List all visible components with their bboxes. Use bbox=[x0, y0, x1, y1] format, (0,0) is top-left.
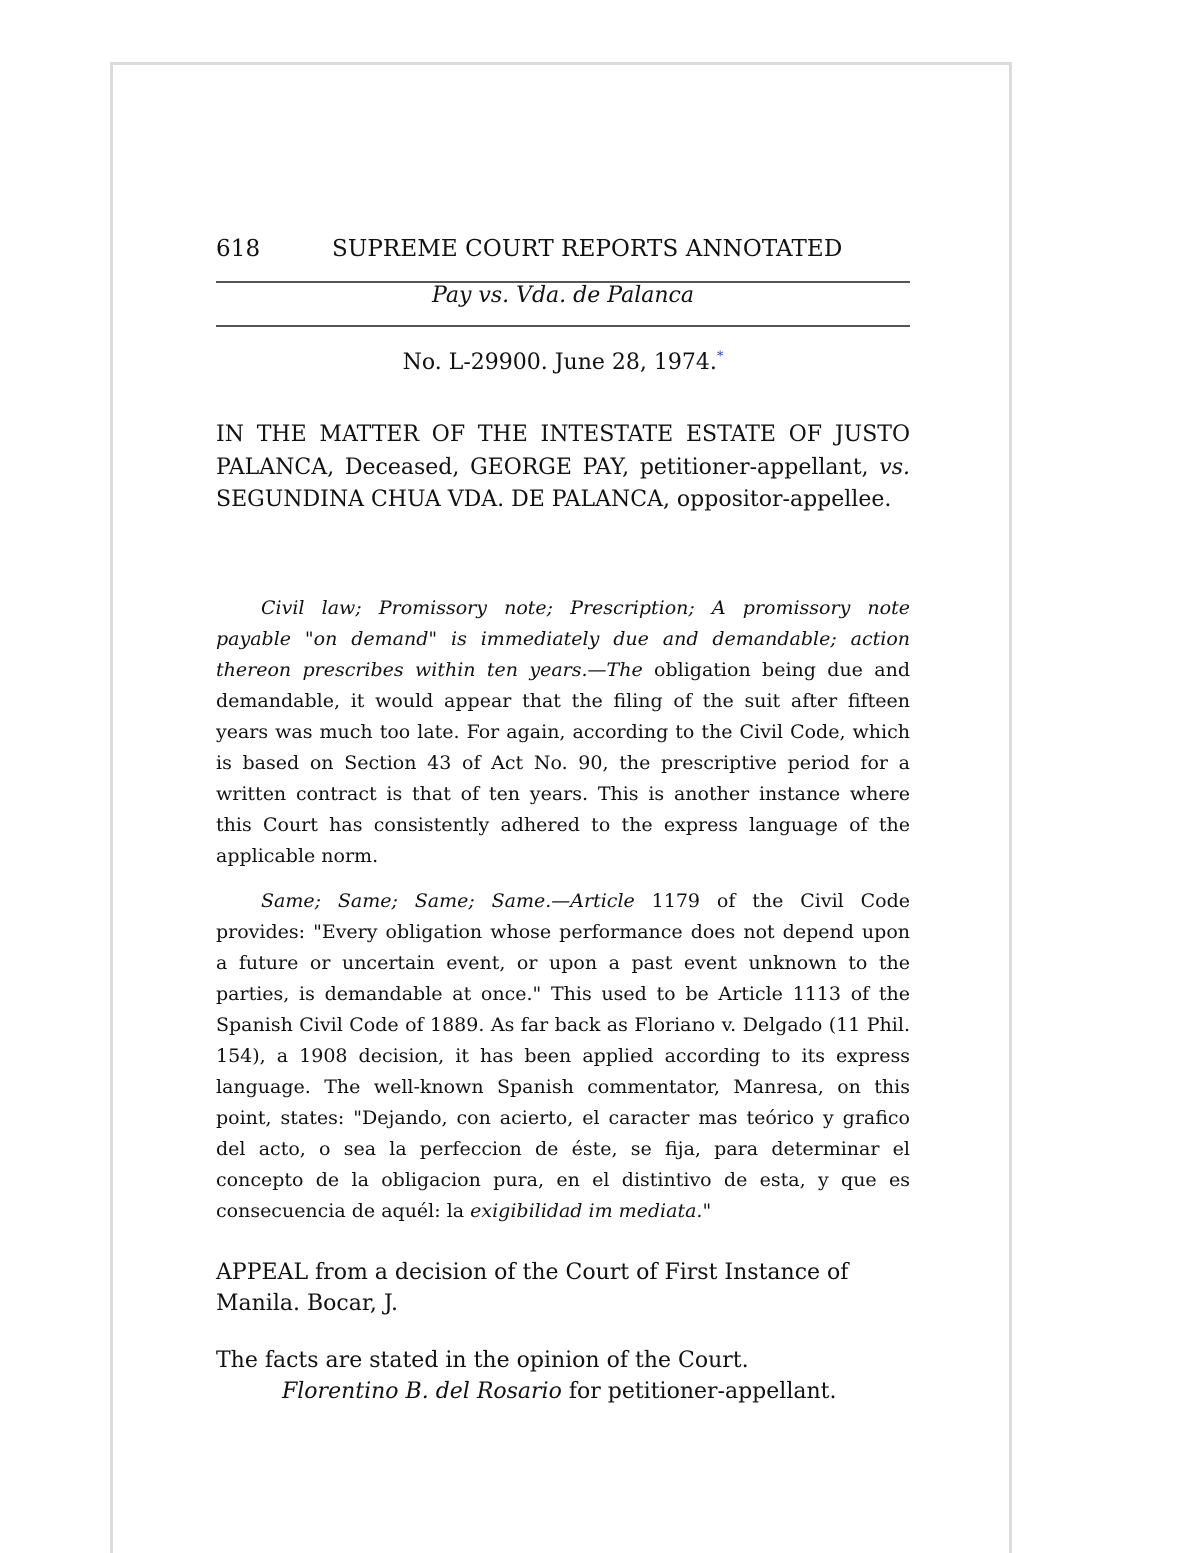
page-number: 618 bbox=[216, 236, 261, 262]
facts-line: The facts are stated in the opinion of the Court. bbox=[216, 1348, 749, 1373]
syllabus-2-tail-italic: exigibilidad im mediata. bbox=[470, 1200, 703, 1222]
counsel-role: for petitioner-appellant. bbox=[561, 1379, 837, 1404]
counsel-line bbox=[282, 1376, 910, 1407]
header-rule-bottom bbox=[216, 325, 910, 327]
syllabus-2-lead: Same; Same; Same; Same.—Article bbox=[261, 890, 635, 912]
case-short-title: Pay vs. Vda. de Palanca bbox=[432, 283, 694, 308]
syllabus-2-body: 1179 of the Civil Code provides: "Every obligation whose performance does not depend upon a future or uncertain event, or upon a past event unknown to the parties, is demandable at once." This used to be Article 1113 of the Spanish Civil Code of 1889. As far back as Floriano v. Delgado (11 Phil. 154), a 1908 decision, it has been applied according to its express language. The well-known Spanish commentator, Manresa, on this point, states: "Dejando, con acierto, el caracter mas teórico y grafico del acto, o sea la perfeccion de éste, se fija, para determinar el concepto de la obligacion pura, en el distintivo de esta, y que es consecuencia de aquél: la bbox=[216, 890, 910, 1222]
docket-line bbox=[216, 350, 910, 375]
appeal-line: APPEAL from a decision of the Court of First Instance of Manila. Bocar, J. bbox=[216, 1260, 849, 1316]
syllabus-2-tail-close: " bbox=[702, 1200, 712, 1222]
running-header bbox=[216, 236, 910, 270]
parties-part2: SEGUNDINA CHUA VDA. DE PALANCA, oppositor-appellee. bbox=[216, 487, 892, 512]
reporter-title: SUPREME COURT REPORTS ANNOTATED bbox=[332, 236, 843, 262]
parties-part1: IN THE MATTER OF THE INTESTATE ESTATE OF JUSTO PALANCA, Deceased, GEORGE PAY, petitioner-appellant, bbox=[216, 422, 910, 480]
syllabus-1-lead: Civil law; Promissory note; Prescription; A promissory note payable "on demand" is immediately due and demandable; action thereon prescribes within ten years.—The bbox=[216, 597, 910, 681]
docket-text: No. L-29900. June 28, 1974. bbox=[402, 350, 717, 375]
parties-vs: vs. bbox=[879, 454, 910, 480]
case-parties bbox=[216, 419, 910, 517]
syllabus-1-body: obligation being due and demandable, it would appear that the filing of the suit after fifteen years was much too late. For again, according to the Civil Code, which is based on Section 43 of Act No. 90, the prescriptive period for a written contract is that of ten years. This is another instance where this Court has consistently adhered to the express language of the applicable norm. bbox=[216, 659, 910, 867]
syllabus-paragraph-1 bbox=[216, 593, 910, 872]
footnote-link[interactable]: * bbox=[716, 349, 724, 365]
counsel-name: Florentino B. del Rosario bbox=[282, 1379, 562, 1404]
syllabus-paragraph-2 bbox=[216, 886, 910, 1227]
